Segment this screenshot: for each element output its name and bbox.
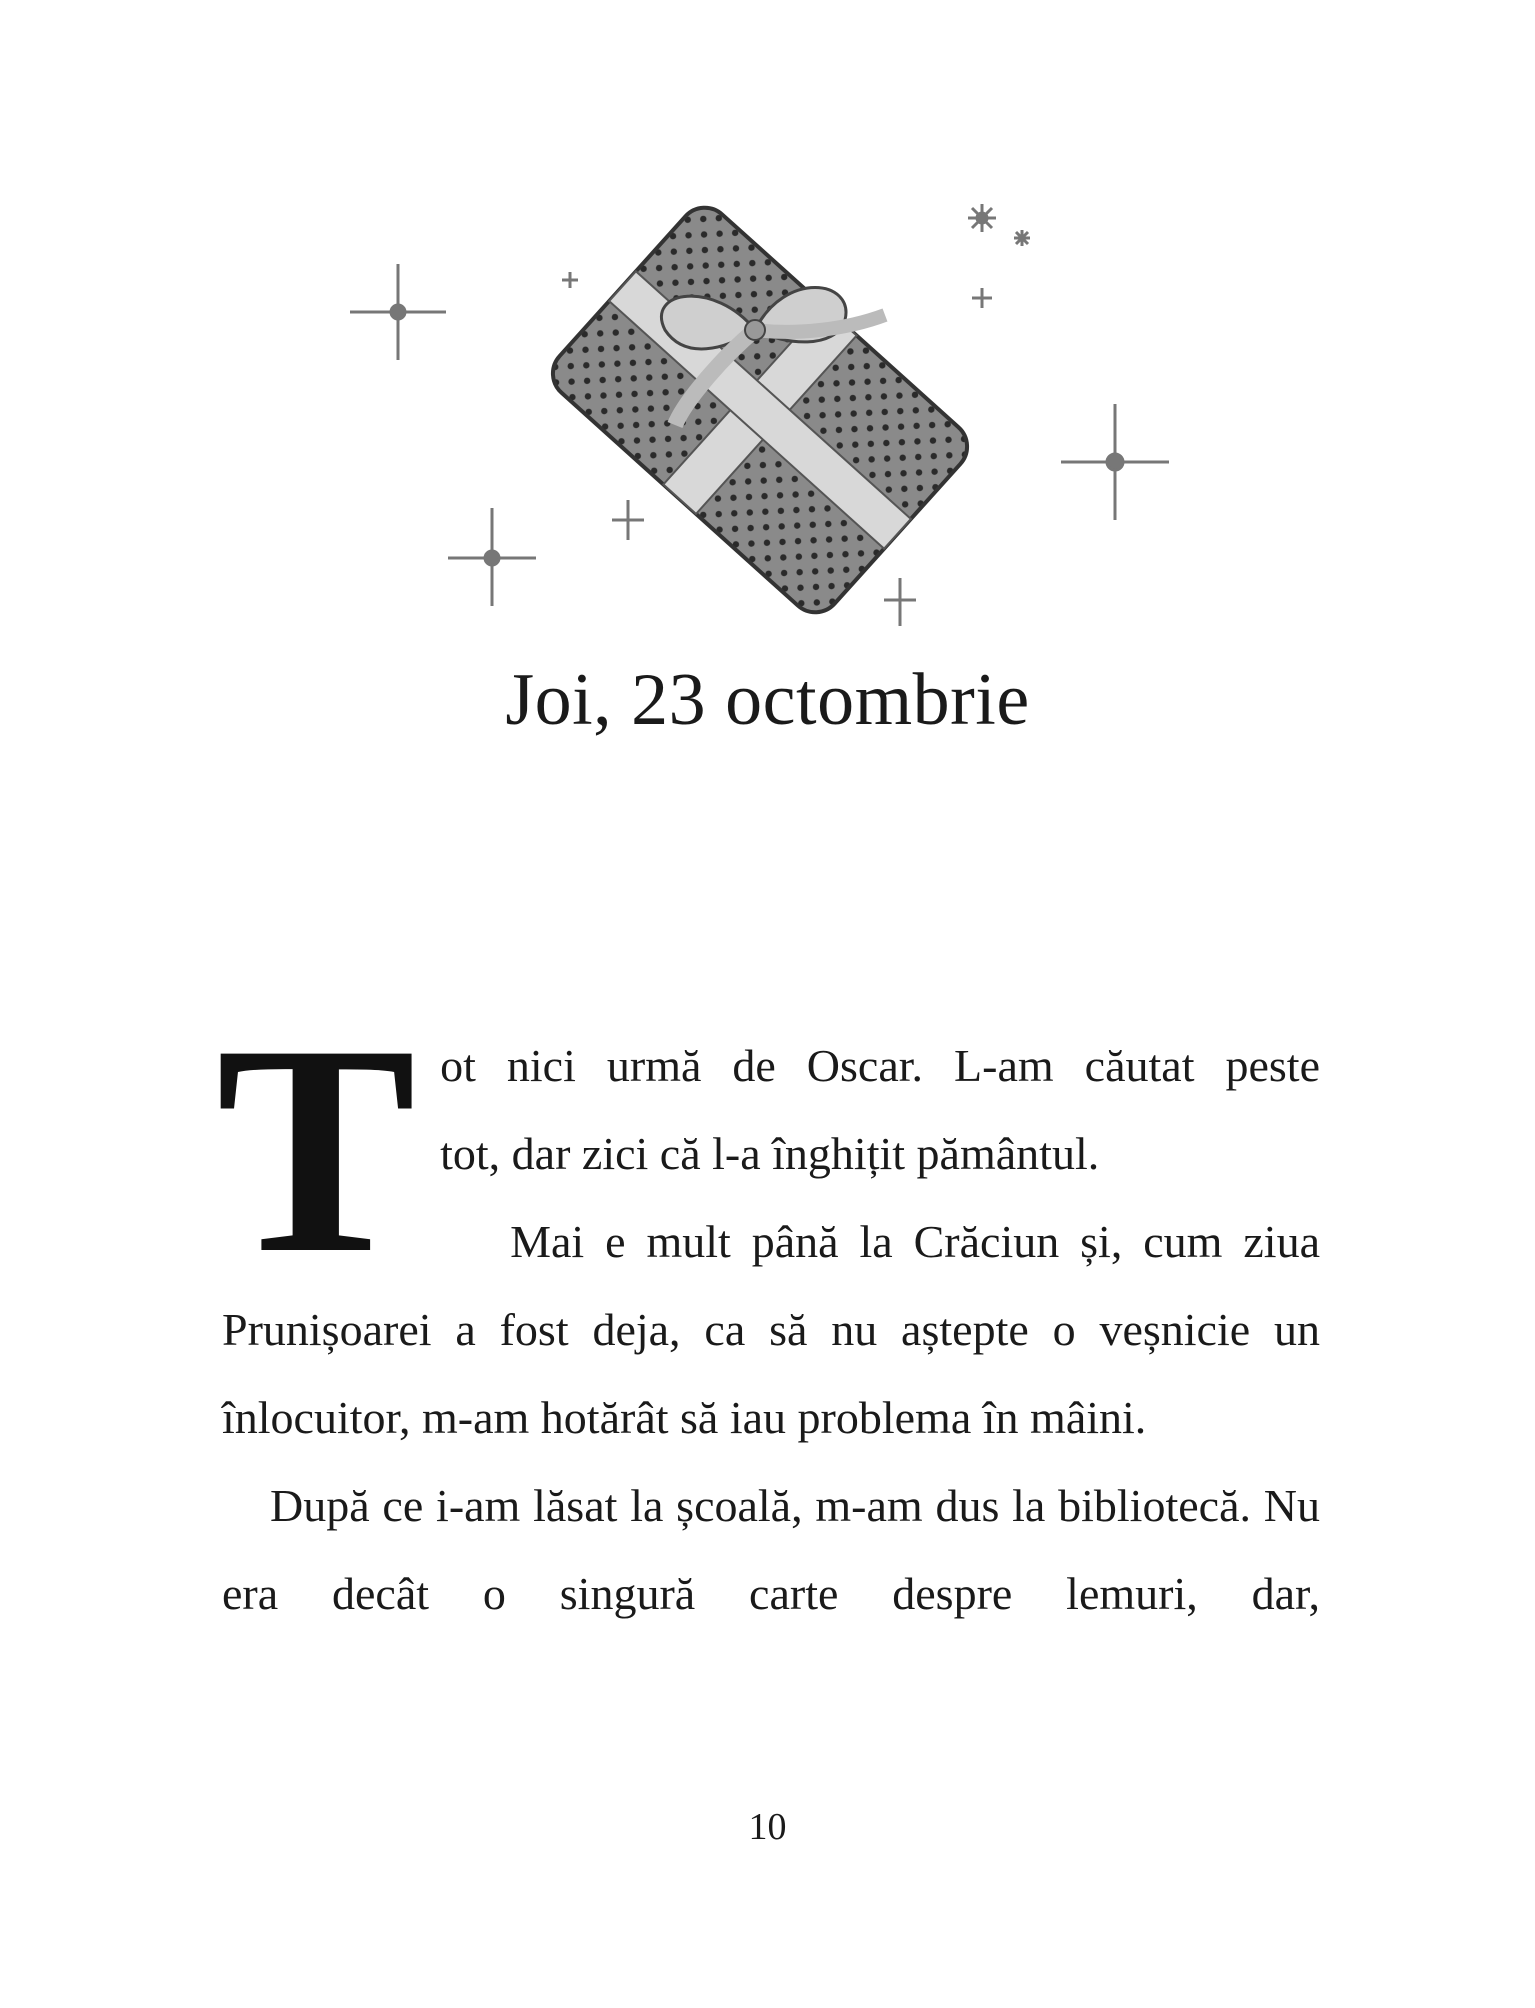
body-text [216, 983, 1320, 1638]
text-line: ot nici urmă de Oscar. L-am căutat peste [440, 1040, 1320, 1091]
gift-illustration [330, 180, 1190, 650]
chapter-title: Joi, 23 octombrie [505, 659, 1030, 741]
page-number: 10 [748, 1806, 787, 1848]
text-line: tot, dar zici că l-a înghițit pământul. [440, 1128, 1100, 1179]
gift-box-icon [542, 197, 978, 623]
drop-cap: T [216, 983, 417, 1315]
paragraph: Mai e mult până la Crăciun și, cum ziua Prunișoarei a fost deja, ca să nu aștepte o veșnicie un înlocuitor, m-am hotărât să iau problema în mâini. [222, 1216, 1320, 1443]
paragraph: După ce i-am lăsat la școală, m-am dus la bibliotecă. Nu era decât o singură carte despre lemuri, dar, [222, 1480, 1320, 1619]
